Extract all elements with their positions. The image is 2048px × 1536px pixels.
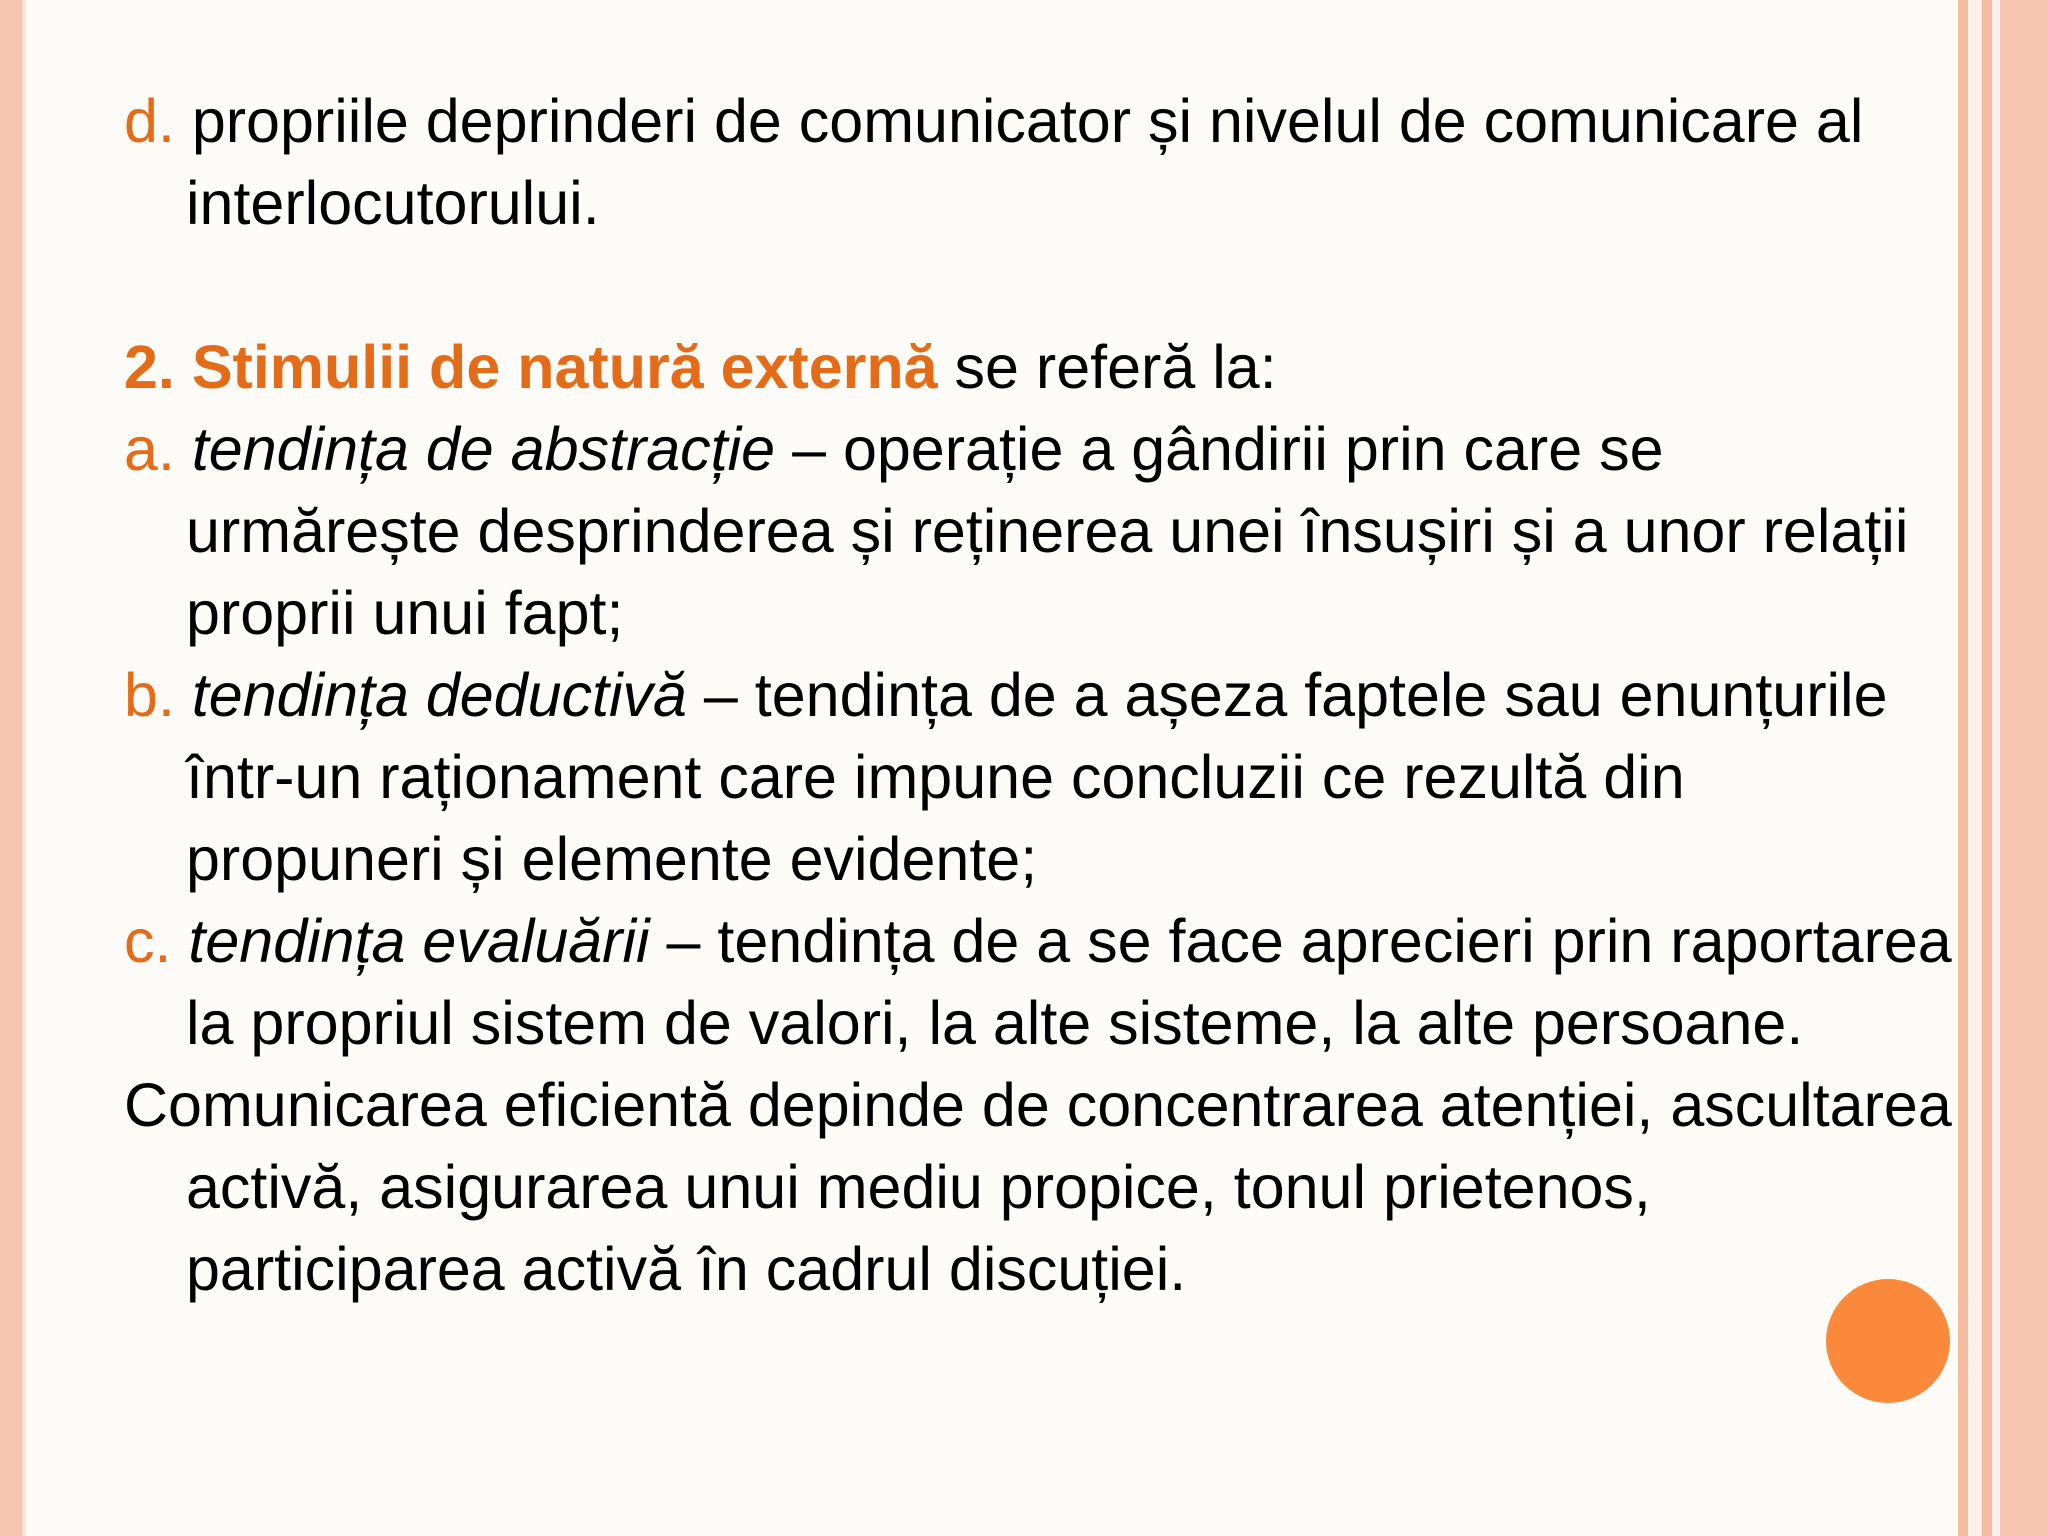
list-item-b	[124, 654, 1954, 900]
right-border-stripe	[1982, 0, 1992, 1536]
list-item-text: – tendința de a se face aprecieri prin raportarea la propriul sistem de valori, la alte sisteme, la alte persoane.	[186, 907, 1952, 1057]
list-item-text: – operație a gândirii prin care se urmărește desprinderea și reținerea unei însușiri și a unor relații proprii unui fapt;	[186, 415, 1909, 647]
list-marker: b.	[124, 661, 175, 729]
list-item-d	[124, 80, 1954, 244]
list-marker: d.	[124, 87, 175, 155]
list-item-c	[124, 900, 1954, 1064]
left-border-inner-stripe	[22, 0, 26, 1536]
section-heading: 2. Stimulii de natură externă	[124, 333, 938, 401]
right-border-gap	[1968, 0, 1982, 1536]
right-border-stripe	[1958, 0, 1968, 1536]
list-item-text: propriile deprinderi de comunicator și nivelul de comunicare al interlocutorului.	[174, 87, 1864, 237]
list-marker: a.	[124, 415, 175, 483]
decorative-circle	[1826, 1279, 1950, 1403]
right-border-gap	[1992, 0, 2000, 1536]
list-item-term: tendința deductivă	[191, 661, 687, 729]
list-item-text: – tendința de a așeza faptele sau enunțurile într-un raționament care impune concluzii ce rezultă din propuneri și elemente evidente;	[186, 661, 1888, 893]
list-item-a	[124, 408, 1954, 654]
list-item-term: tendința evaluării	[188, 907, 650, 975]
left-border-stripe	[0, 0, 22, 1536]
right-border-band	[2000, 0, 2048, 1536]
section-heading-rest: se referă la:	[937, 333, 1277, 401]
list-item-term: tendința de abstracție	[191, 415, 776, 483]
slide-body	[124, 80, 1954, 1310]
section-heading-line	[124, 326, 1954, 408]
conclusion-paragraph: Comunicarea eficientă depinde de concentrarea atenției, ascultarea activă, asigurarea unui mediu propice, tonul prietenos, participarea activă în cadrul discuției.	[124, 1071, 1952, 1303]
list-marker: c.	[124, 907, 172, 975]
